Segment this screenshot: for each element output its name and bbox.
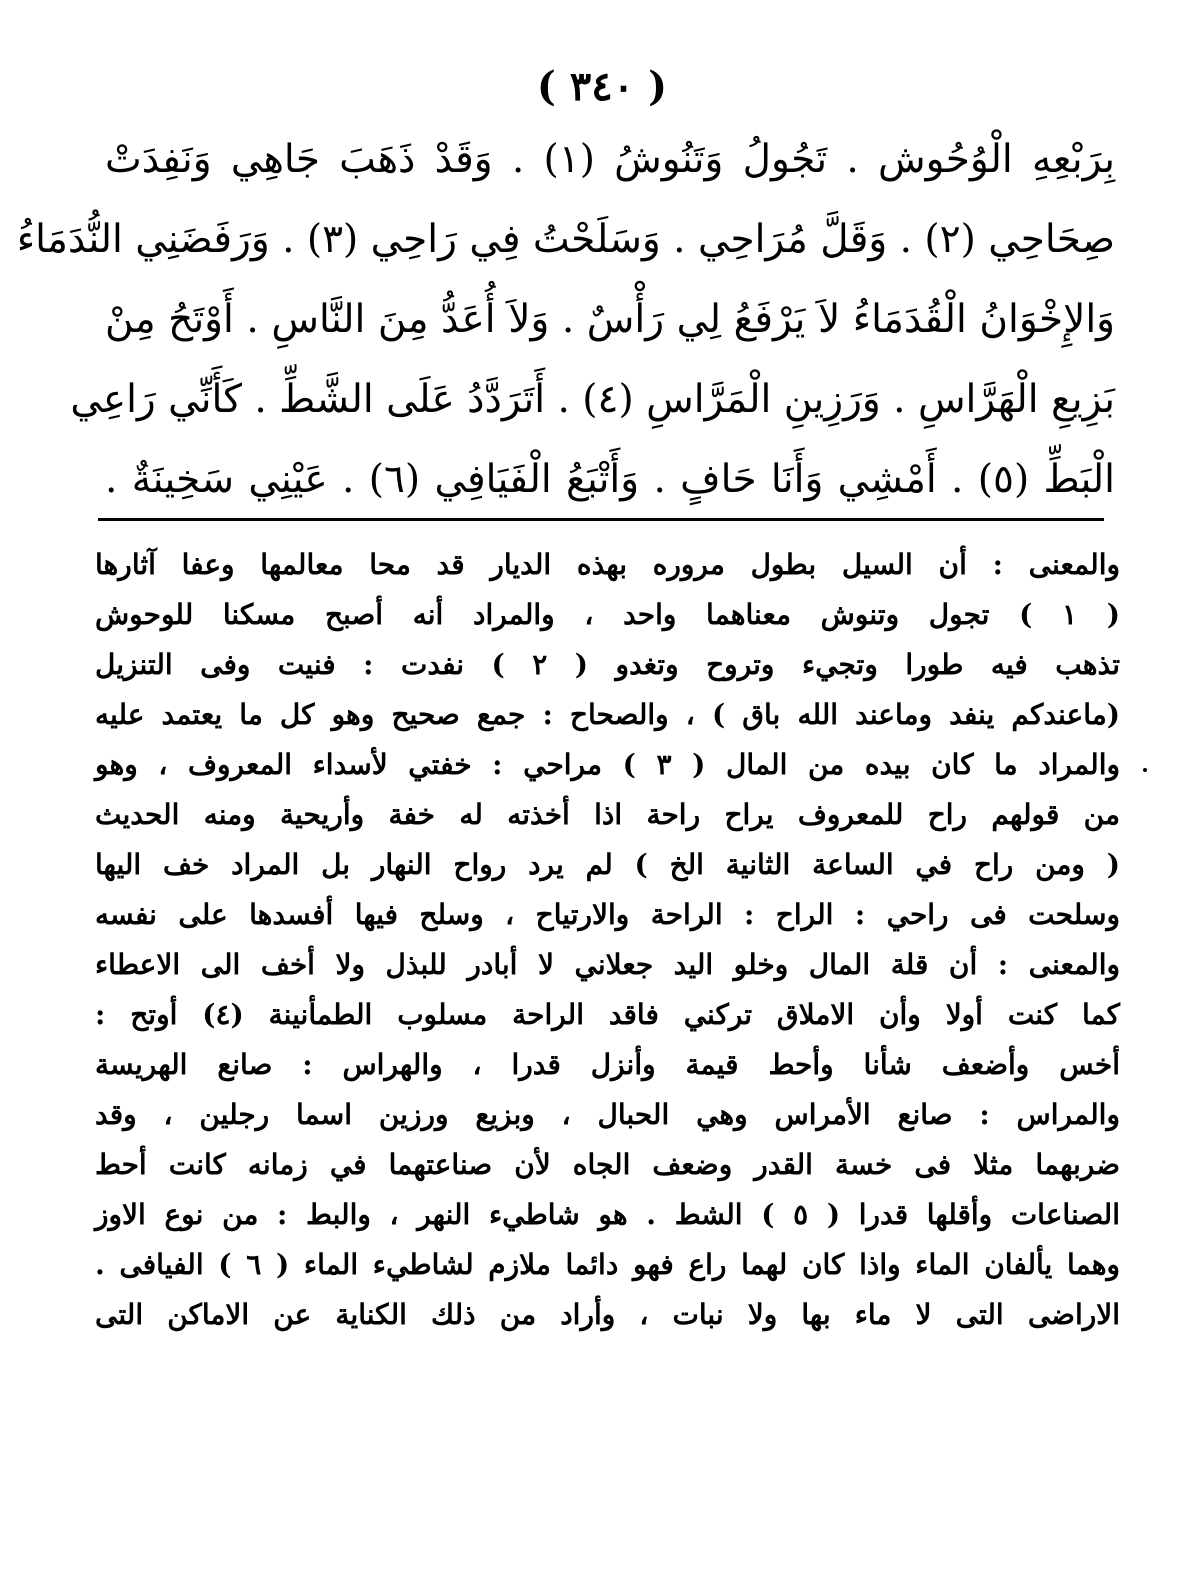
footnote-line: من قولهم راح للمعروف يراح راحة اذا أخذته له خفة وأريحية ومنه الحديث — [95, 798, 1120, 831]
scan-speck — [1143, 768, 1147, 772]
footnote-line: والمعنى : أن السيل بطول مروره بهذه الديار قد محا معالمها وعفا آثارها — [95, 548, 1120, 581]
footnote-line: كما كنت أولا وأن الاملاق تركني فاقد الراحة مسلوب الطمأنينة (٤) أوتح : — [95, 998, 1121, 1031]
main-text-line: الْبَطِّ (٥) . أَمْشِي وَأَنَا حَافٍ . وَأَتْبَعُ الْفَيَافِي (٦) . عَيْنِي سَخِينَةٌ . — [105, 457, 1115, 502]
footnote-line: الاراضى التى لا ماء بها ولا نبات ، وأراد من ذلك الكناية عن الاماكن التى — [95, 1298, 1120, 1331]
footnote-line: ( ومن راح في الساعة الثانية الخ ) لم يرد رواح النهار بل المراد خف اليها — [95, 848, 1120, 881]
footnote-line: الصناعات وأقلها قدرا ( ٥ ) الشط . هو شاطيء النهر ، والبط : من نوع الاوز — [95, 1198, 1120, 1231]
footnote-divider — [98, 518, 1104, 521]
footnote-line: ضربهما مثلا فى خسة القدر وضعف الجاه لأن صناعتهما في زمانه كانت أحط — [95, 1148, 1120, 1181]
main-text-line: صِحَاحِي (٢) . وَقَلَّ مُرَاحِي . وَسَلَحْتُ فِي رَاحِي (٣) . وَرَفَضَنِي النُّدَمَاءُ — [16, 217, 1115, 262]
main-text-line: بِرَبْعِهِ الْوُحُوش . تَجُولُ وَتَنُوشُ (١) . وَقَدْ ذَهَبَ جَاهِي وَنَفِدَتْ — [105, 137, 1115, 182]
page-number: ( ٣٤٠ ) — [536, 63, 668, 110]
footnote-line: وسلحت فى راحي : الراح : الراحة والارتياح ، وسلح فيها أفسدها على نفسه — [95, 898, 1120, 931]
footnote-line: تذهب فيه طورا وتجيء وتروح وتغدو ( ٢ ) نفدت : فنيت وفى التنزيل — [95, 648, 1120, 681]
footnote-line: والمعنى : أن قلة المال وخلو اليد جعلاني لا أبادر للبذل ولا أخف الى الاعطاء — [95, 948, 1120, 981]
footnote-line: ( ١ ) تجول وتنوش معناهما واحد ، والمراد أنه أصبح مسكنا للوحوش — [95, 598, 1120, 631]
footnotes-block — [95, 540, 1120, 1340]
footnote-line: والمراد ما كان بيده من المال ( ٣ ) مراحي : خفتي لأسداء المعروف ، وهو — [95, 748, 1120, 781]
footnote-line: والمراس : صانع الأمراس وهي الحبال ، وبزيع ورزين اسما رجلين ، وقد — [95, 1098, 1120, 1131]
footnote-line: أخس وأضعف شأنا وأحط قيمة وأنزل قدرا ، والهراس : صانع الهريسة — [95, 1048, 1120, 1081]
footnote-line: وهما يألفان الماء واذا كان لهما راع فهو دائما ملازم لشاطيء الماء ( ٦ ) الفيافى . — [95, 1248, 1120, 1281]
footnote-line: (ماعندكم ينفد وماعند الله باق ) ، والصحاح : جمع صحيح وهو كل ما يعتمد عليه — [95, 698, 1120, 731]
main-text-line: وَالإِخْوَانُ الْقُدَمَاءُ لاَ يَرْفَعُ لِي رَأْسٌ . وَلاَ أُعَدُّ مِنَ النَّاسِ . أَوْتَحُ مِنْ — [105, 297, 1115, 342]
main-text-block — [16, 120, 1115, 520]
main-text-line: بَزِيعِ الْهَرَّاسِ . وَرَزِينِ الْمَرَّاسِ (٤) . أَتَرَدَّدُ عَلَى الشَّطِّ . كَأَنِّي رَاعِي — [70, 377, 1115, 422]
